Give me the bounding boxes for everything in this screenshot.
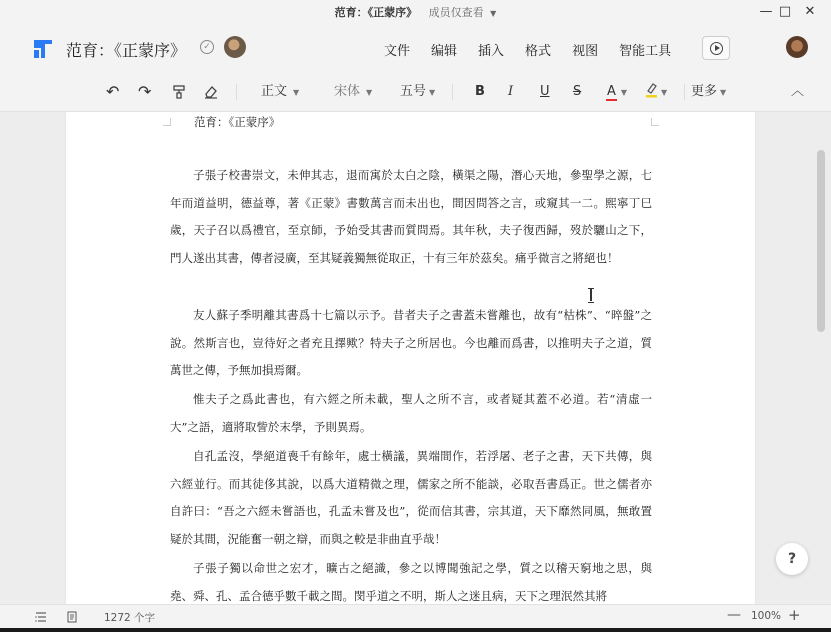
menu-bar — [384, 40, 692, 59]
window-title-group[interactable] — [0, 4, 831, 20]
close-button[interactable]: ✕ — [804, 4, 816, 19]
size-select-value: 五号 — [400, 84, 427, 99]
page-icon[interactable] — [66, 611, 78, 623]
toolbar-divider — [684, 84, 685, 100]
collaborator-avatar[interactable] — [224, 36, 246, 58]
maximize-button[interactable]: □ — [778, 4, 792, 19]
toolbar-divider — [236, 84, 237, 100]
menu-edit[interactable]: 编辑 — [431, 44, 458, 59]
font-select[interactable] — [334, 82, 372, 102]
underline-button[interactable]: U — [540, 84, 550, 99]
style-select[interactable] — [261, 82, 299, 102]
italic-button[interactable]: I — [508, 84, 514, 99]
font-select-value: 宋体 — [334, 84, 361, 99]
toolbar-divider — [452, 84, 453, 100]
style-select-value: 正文 — [261, 84, 288, 99]
saved-status-icon: ✓ — [200, 40, 214, 54]
highlighter-icon — [645, 82, 658, 98]
user-avatar[interactable] — [786, 36, 808, 58]
outline-icon[interactable] — [35, 611, 47, 623]
undo-icon[interactable]: ↶ — [106, 82, 120, 101]
menu-format[interactable]: 格式 — [525, 44, 552, 59]
menu-view[interactable]: 视图 — [572, 44, 599, 59]
paragraph[interactable]: 子張子校書崇文，未伸其志，退而寓於太白之陰，橫渠之陽，潛心天地，參聖學之源，七年而道益明，德益尊，著《正蒙》書數萬言而未出也，間因問答之言，或窺其一二。熙寧丁巳歲，天子召以爲禮官，至京師，予始受其書而質問焉。其年秋，夫子復西歸，歿於驪山之下，門人遂出其書，傳者浸廣，至其疑義獨無從取正，十有三年於茲矣。痛乎微言之將絕也！ — [170, 168, 652, 265]
document-canvas[interactable] — [0, 112, 831, 604]
highlight-button[interactable] — [645, 82, 667, 102]
title-bar — [0, 0, 831, 24]
document-page[interactable] — [66, 112, 755, 604]
zoom-level[interactable]: 100% — [751, 610, 782, 622]
eraser-icon[interactable] — [204, 85, 218, 99]
more-label: 更多 — [691, 84, 718, 99]
chevron-down-icon: ▼ — [720, 88, 727, 97]
play-icon — [715, 45, 720, 51]
minimize-button[interactable]: — — [759, 4, 773, 19]
app-header — [0, 24, 831, 72]
format-painter-icon[interactable] — [172, 85, 186, 99]
help-button[interactable]: ? — [776, 543, 808, 575]
app-logo-icon[interactable] — [32, 37, 54, 59]
share-status-dropdown-icon[interactable]: ▼ — [490, 9, 497, 18]
share-status[interactable]: 成员仅查看 — [428, 6, 484, 19]
font-color-icon: A — [607, 84, 616, 99]
window-title: 范育：《正蒙序》 — [334, 6, 418, 19]
window-bottom-border — [0, 628, 831, 632]
vertical-scrollbar[interactable] — [817, 150, 825, 332]
chevron-down-icon: ▼ — [293, 88, 300, 97]
paragraph[interactable]: 友人蘇子季明離其書爲十七篇以示予。昔者夫子之書蓋未嘗離也，故有“枯株”、“晬盤”之說。然斯言也，豈待好之者充且擇歟？特夫子之所居也。今也離而爲書，以推明夫子之道，質萬世之傳，予無加損焉爾。 — [170, 308, 652, 377]
menu-insert[interactable]: 插入 — [478, 44, 505, 59]
redo-icon[interactable]: ↷ — [138, 82, 152, 101]
zoom-in-button[interactable]: + — [788, 606, 801, 624]
chevron-down-icon: ▼ — [661, 88, 668, 97]
present-button[interactable] — [702, 36, 730, 60]
page-corner-mark — [163, 118, 171, 126]
more-button[interactable] — [691, 82, 726, 102]
paragraph[interactable]: 自孔孟沒，學絕道喪千有餘年，處士橫議，異端間作，若浮屠、老子之書，天下共傳，與六經並行。而其徒侈其說，以爲大道精微之理，儒家之所不能談，必取吾書爲正。世之儒者亦自許曰：“吾之六經未嘗語也，孔孟未嘗及也”，從而信其書，宗其道，天下靡然同風，無敢置疑於其間，況能奮一朝之辯，而與之較是非曲直乎哉！ — [170, 449, 652, 546]
text-cursor-icon — [590, 288, 592, 301]
paragraph[interactable]: 惟夫子之爲此書也，有六經之所未載，聖人之所不言，或者疑其蓋不必道。若“清虛一大”之語，適將取訾於末學，予則異焉。 — [170, 392, 652, 434]
strikethrough-button[interactable]: S — [573, 84, 582, 99]
chevron-down-icon: ▼ — [366, 88, 373, 97]
format-toolbar — [0, 72, 831, 112]
bold-button[interactable]: B — [475, 84, 485, 99]
word-count[interactable]: 1272 个字 — [104, 612, 156, 624]
menu-file[interactable]: 文件 — [384, 44, 411, 59]
collapse-toolbar-icon[interactable]: ︿ — [791, 84, 805, 99]
paragraph[interactable]: 子張子獨以命世之宏才，曠古之絕識，參之以博聞強記之學，質之以稽天窮地之思，與堯、舜、孔、孟合德乎數千載之間。閔乎道之不明，斯人之迷且病，天下之理泯然其將 — [170, 561, 652, 603]
zoom-out-button[interactable]: — — [727, 607, 741, 623]
font-color-button[interactable] — [606, 82, 627, 102]
menu-smart-tools[interactable]: 智能工具 — [619, 44, 672, 59]
doc-title[interactable]: 范育：《正蒙序》 — [66, 41, 187, 60]
chevron-down-icon: ▼ — [620, 88, 628, 97]
size-select[interactable] — [400, 82, 435, 102]
status-bar — [0, 604, 831, 628]
chevron-down-icon: ▼ — [429, 88, 436, 97]
doc-heading-line[interactable]: 范育：《正蒙序》 — [194, 115, 281, 129]
page-corner-mark — [651, 118, 659, 126]
